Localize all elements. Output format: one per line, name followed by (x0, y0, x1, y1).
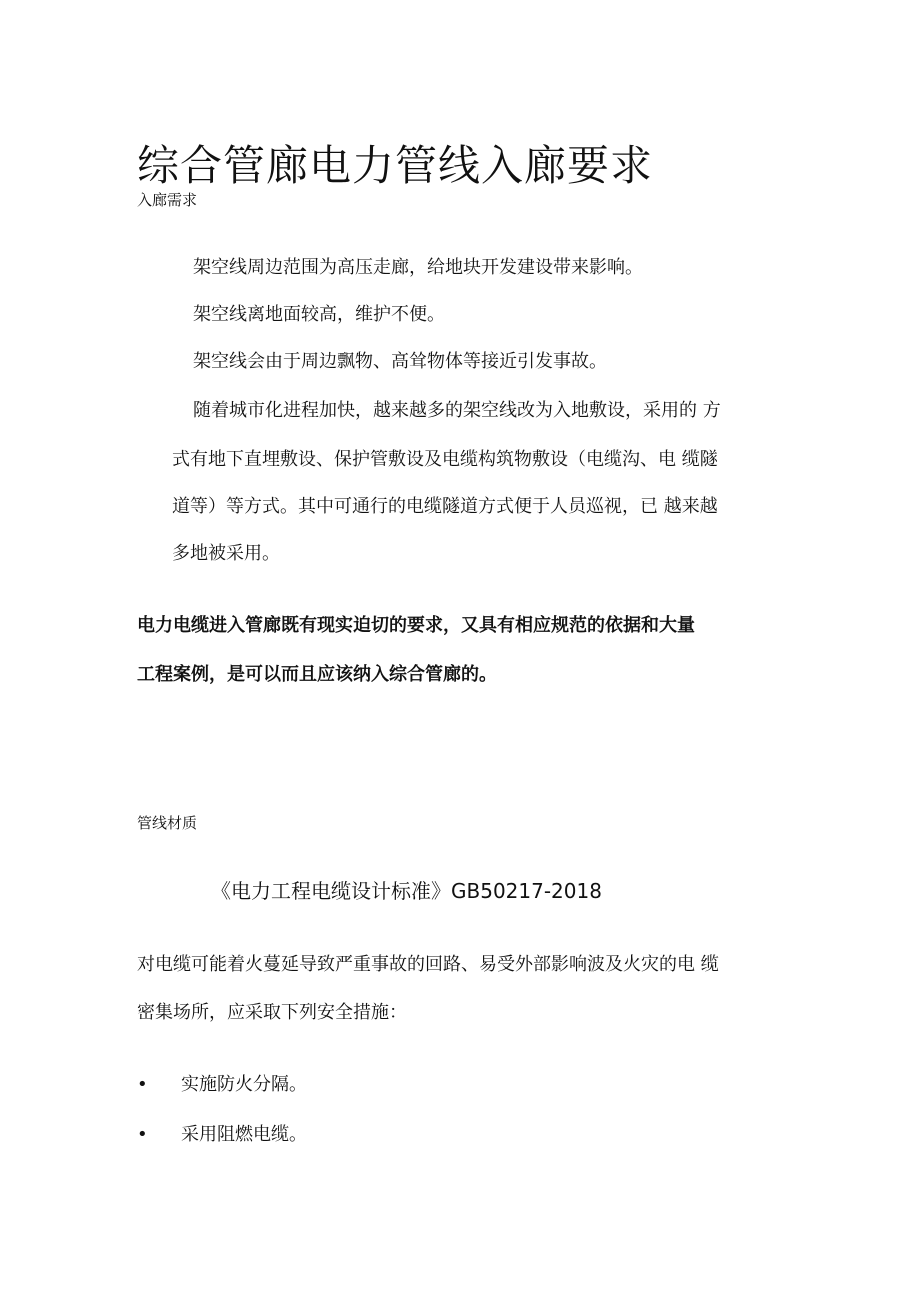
list-item-text: 采用阻燃电缆。 (181, 1124, 307, 1145)
paragraph-4-line-4: 多地被采用。 (172, 543, 280, 564)
page-title: 综合管廊电力管线入廊要求 (137, 141, 654, 191)
paragraph-4-line-3: 道等）等方式。其中可通行的电缆隧道方式便于人员巡视，已 越来越 (172, 496, 718, 517)
list-item-text: 实施防火分隔。 (181, 1074, 307, 1095)
standard-reference: 《电力工程电缆设计标准》GB50217-2018 (211, 879, 602, 903)
section-heading-pipeline-material: 管线材质 (137, 814, 198, 832)
paragraph-3: 架空线会由于周边飘物、高耸物体等接近引发事故。 (193, 351, 607, 372)
conclusion-line-1: 电力电缆进入管廊既有现实迫切的要求，又具有相应规范的依据和大量 (137, 615, 695, 636)
intro-line-2: 密集场所，应采取下列安全措施： (137, 1002, 407, 1023)
bullet-marker: • (137, 1074, 148, 1095)
bullet-marker: • (137, 1124, 148, 1145)
conclusion-line-2: 工程案例，是可以而且应该纳入综合管廊的。 (137, 664, 497, 685)
paragraph-2: 架空线离地面较高，维护不便。 (193, 304, 445, 325)
list-item (137, 1072, 307, 1098)
section-heading-entry-demand: 入廊需求 (137, 191, 198, 209)
paragraph-1: 架空线周边范围为高压走廊，给地块开发建设带来影响。 (193, 257, 643, 278)
paragraph-4-line-2: 式有地下直埋敷设、保护管敷设及电缆构筑物敷设（电缆沟、电 缆隧 (172, 449, 718, 470)
intro-line-1: 对电缆可能着火蔓延导致严重事故的回路、易受外部影响波及火灾的电 缆 (137, 954, 719, 975)
list-item (137, 1122, 307, 1148)
paragraph-4-line-1: 随着城市化进程加快，越来越多的架空线改为入地敷设，采用的 方 (193, 400, 721, 421)
